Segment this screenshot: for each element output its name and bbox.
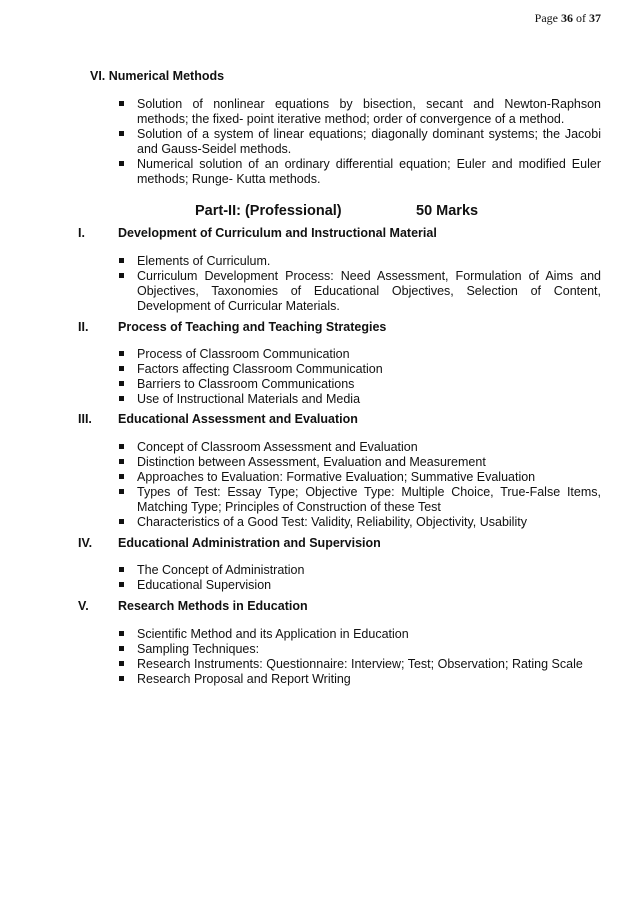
section-title: Process of Teaching and Teaching Strategies: [118, 320, 387, 334]
list-item: Types of Test: Essay Type; Objective Type: Multiple Choice, True-False Items, Matching Type; Principles of Construction of these Test: [118, 485, 601, 515]
page-prefix: Page: [534, 11, 558, 25]
section-numeral: V.: [78, 599, 89, 613]
page-current: 36: [561, 11, 573, 25]
list-item: Use of Instructional Materials and Media: [118, 392, 601, 407]
section-numeral: IV.: [78, 536, 93, 550]
list-item: Research Instruments: Questionnaire: Interview; Test; Observation; Rating Scale: [118, 657, 601, 672]
list-item: Research Proposal and Report Writing: [118, 672, 601, 687]
list-item: Educational Supervision: [118, 578, 601, 593]
list-item: Elements of Curriculum.: [118, 254, 601, 269]
list-item: Process of Classroom Communication: [118, 347, 601, 362]
section-numeral: III.: [78, 412, 92, 426]
section-title: Educational Assessment and Evaluation: [118, 412, 358, 426]
section-list-assessment: [118, 440, 601, 530]
section-list-curriculum: [118, 254, 601, 314]
numerical-methods-list: [118, 97, 601, 187]
section-heading-numerical-methods: VI. Numerical Methods: [90, 69, 225, 83]
list-item: Distinction between Assessment, Evaluation and Measurement: [118, 455, 601, 470]
section-numeral: II.: [78, 320, 89, 334]
list-item: Solution of nonlinear equations by bisection, secant and Newton-Raphson methods; the fixed- point iterative method; order of convergence of a method.: [118, 97, 601, 127]
section-list-research: [118, 627, 601, 687]
list-item: Curriculum Development Process: Need Assessment, Formulation of Aims and Objectives, Taxonomies of Educational Objectives, Selection of Content, Development of Curricular Materials.: [118, 269, 601, 314]
section-title: Educational Administration and Supervision: [118, 536, 381, 550]
section-title: Research Methods in Education: [118, 599, 308, 613]
list-item: The Concept of Administration: [118, 563, 601, 578]
list-item: Approaches to Evaluation: Formative Evaluation; Summative Evaluation: [118, 470, 601, 485]
list-item: Barriers to Classroom Communications: [118, 377, 601, 392]
list-item: Characteristics of a Good Test: Validity, Reliability, Objectivity, Usability: [118, 515, 601, 530]
list-item: Factors affecting Classroom Communication: [118, 362, 601, 377]
list-item: Sampling Techniques:: [118, 642, 601, 657]
part-title: Part-II: (Professional): [195, 203, 342, 219]
section-list-administration: [118, 563, 601, 593]
list-item: Solution of a system of linear equations; diagonally dominant systems; the Jacobi and Gauss-Seidel methods.: [118, 127, 601, 157]
list-item: Scientific Method and its Application in Education: [118, 627, 601, 642]
page-number: [535, 11, 601, 26]
page-total: 37: [589, 11, 601, 25]
section-numeral: I.: [78, 226, 85, 240]
page-of: of: [576, 11, 586, 25]
list-item: Concept of Classroom Assessment and Evaluation: [118, 440, 601, 455]
list-item: Numerical solution of an ordinary differential equation; Euler and modified Euler methods; Runge- Kutta methods.: [118, 157, 601, 187]
section-title: Development of Curriculum and Instructional Material: [118, 226, 437, 240]
part-marks: 50 Marks: [416, 203, 479, 219]
section-list-teaching: [118, 347, 601, 407]
